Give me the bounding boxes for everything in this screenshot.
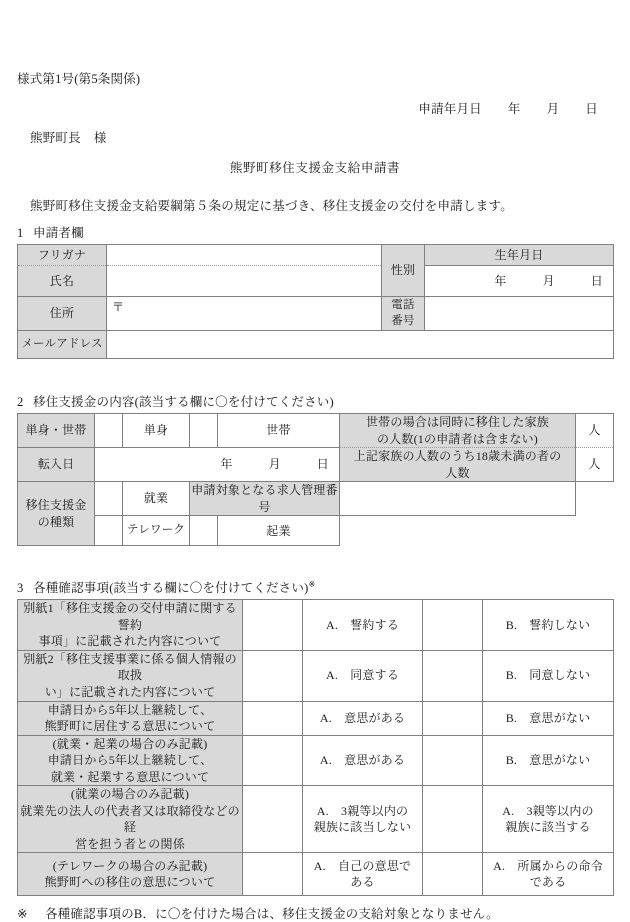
section1-number: 1	[17, 226, 24, 240]
option-a-label	[303, 701, 423, 735]
move-in-day-unit: 日	[316, 457, 329, 472]
checkbox-option-a[interactable]	[243, 786, 303, 853]
table-row	[18, 600, 614, 651]
section2-heading	[17, 392, 613, 410]
option-a-label	[303, 786, 423, 853]
field-furigana[interactable]	[107, 245, 382, 266]
label-furigana: フリガナ	[18, 245, 107, 266]
option-b-label	[483, 735, 614, 786]
table-row-address	[18, 297, 614, 331]
applicant-table	[17, 244, 614, 359]
lead-paragraph: 熊野町移住支援金支給要綱第５条の規定に基づき、移住支援金の交付を申請します。	[30, 199, 514, 213]
document-title: 熊野町移住支援金支給申請書	[229, 161, 401, 175]
table-row-furigana	[18, 245, 614, 266]
label-family-count-line1: 世帯の場合は同時に移住した家族	[365, 415, 549, 429]
support-content-table	[17, 413, 614, 546]
option-b-label-line: B. 意思がない	[505, 753, 591, 768]
field-name[interactable]	[107, 266, 382, 297]
checkbox-option-b[interactable]	[423, 600, 483, 651]
label-support-type-line2: の種類	[37, 514, 75, 529]
checkbox-startup[interactable]	[190, 516, 218, 546]
table-row-name	[18, 266, 614, 297]
confirmation-item-label	[18, 735, 243, 786]
section3-heading-footnote-mark: ※	[308, 580, 316, 590]
move-in-date-units	[95, 456, 339, 473]
footnote	[17, 904, 613, 922]
section2-number: 2	[17, 395, 24, 409]
checkbox-option-b[interactable]	[423, 735, 483, 786]
confirmation-item-label-line: い」に記載された内容について	[44, 685, 216, 700]
application-date-month-unit: 月	[546, 102, 560, 116]
field-email[interactable]	[107, 331, 614, 359]
checkbox-option-a[interactable]	[243, 600, 303, 651]
confirmation-item-label	[18, 701, 243, 735]
field-address[interactable]	[107, 297, 382, 331]
label-employment: 就業	[123, 482, 190, 516]
option-a-label-line: A. 意思がある	[319, 710, 406, 725]
label-startup: 起業	[218, 516, 340, 546]
confirmation-item-label-line: (テレワークの場合のみ記載)	[52, 858, 208, 873]
label-move-in-date: 転入日	[18, 448, 95, 482]
section3-heading	[17, 578, 613, 596]
checkbox-option-a[interactable]	[243, 701, 303, 735]
spacer-cell-top	[576, 482, 614, 516]
option-b-label-line: 親族に該当する	[505, 820, 591, 835]
label-phone-line1: 電話	[391, 298, 415, 311]
postal-code-mark: 〒	[112, 300, 125, 314]
field-job-number[interactable]	[340, 482, 576, 516]
option-b-label-line: A. 3親等以内の	[502, 803, 594, 818]
label-single: 単身	[123, 414, 190, 448]
label-minor-count	[340, 448, 576, 482]
form-code: 様式第1号(第5条関係)	[17, 72, 141, 86]
label-phone	[382, 297, 425, 331]
option-a-label-line: ある	[350, 875, 375, 890]
table-row	[18, 701, 614, 735]
application-date-day-unit: 日	[585, 102, 598, 116]
confirmation-item-label-line: (就業の場合のみ記載)	[70, 787, 190, 802]
option-a-label-line: A. 同意する	[325, 668, 400, 683]
option-a-label-line: A. 3親等以内の	[316, 803, 409, 818]
table-row	[18, 650, 614, 701]
birthdate-month-unit: 月	[542, 273, 555, 288]
confirmation-item-label	[18, 600, 243, 651]
table-row-email	[18, 331, 614, 359]
addressee-line	[30, 128, 613, 146]
option-a-label-line: A. 誓約する	[325, 617, 400, 632]
option-b-label	[483, 786, 614, 853]
section1-heading	[17, 223, 613, 241]
option-a-label-line: 親族に該当しない	[313, 820, 412, 835]
option-b-label-line: B. 誓約しない	[505, 617, 591, 632]
spacer-cell-bottom-1	[340, 516, 576, 546]
table-row	[18, 786, 614, 853]
form-sheet	[17, 0, 613, 922]
confirmation-item-label-line: 事項」に記載された内容について	[38, 634, 222, 649]
option-b-label-line: である	[529, 875, 567, 890]
label-gender: 性別	[382, 245, 425, 297]
move-in-month-unit: 月	[268, 457, 281, 472]
label-phone-line2: 番号	[391, 314, 415, 327]
table-row-movein-date	[18, 448, 614, 482]
option-b-label-line: B. 同意しない	[505, 668, 591, 683]
confirmation-item-label-line: (就業・起業の場合のみ記載)	[52, 736, 208, 751]
field-birthdate[interactable]	[425, 266, 614, 297]
checkbox-option-b[interactable]	[423, 701, 483, 735]
move-in-year-unit: 年	[220, 457, 233, 472]
label-email: メールアドレス	[18, 331, 107, 359]
table-row-support-type-telework-startup	[18, 516, 614, 546]
confirmation-items-table	[17, 599, 614, 896]
checkbox-option-b[interactable]	[423, 786, 483, 853]
label-name: 氏名	[18, 266, 107, 297]
section2-heading-text: 移住支援金の内容(該当する欄に〇を付けてください)	[33, 395, 334, 409]
field-minor-count[interactable]	[576, 448, 614, 482]
application-date-label: 申請年月日	[418, 102, 482, 116]
label-family-count-line2: の人数(1の申請者は含まない)	[377, 431, 538, 446]
addressee-honorific: 様	[93, 131, 107, 145]
confirmation-item-label	[18, 650, 243, 701]
option-b-label	[483, 650, 614, 701]
checkbox-option-b[interactable]	[423, 853, 483, 896]
label-single-or-household: 単身・世帯	[18, 414, 95, 448]
section3-number: 3	[17, 581, 24, 596]
option-a-label	[303, 650, 423, 701]
minor-count-unit: 人	[588, 457, 601, 472]
table-row	[18, 853, 614, 896]
confirmation-item-label-line: 就業・起業する意思について	[50, 769, 210, 784]
footnote-mark: ※	[17, 907, 28, 922]
confirmation-item-label-line: 熊野町に居住する意思について	[44, 719, 216, 734]
label-support-type-line1: 移住支援金	[25, 498, 87, 513]
footnote-text: 各種確認事項のB．に〇を付けた場合は、移住支援金の支給対象となりません。	[45, 907, 499, 922]
label-support-type	[18, 482, 95, 546]
label-minor-count-line1: 上記家族の人数のうち18歳未満の者の	[353, 449, 562, 464]
table-row	[18, 735, 614, 786]
checkbox-option-a[interactable]	[243, 650, 303, 701]
birthdate-day-unit: 日	[590, 273, 603, 288]
spacer-cell-bottom-2	[576, 516, 614, 546]
field-move-in-date[interactable]	[95, 448, 340, 482]
label-household: 世帯	[218, 414, 340, 448]
option-b-label	[483, 853, 614, 896]
table-row-single-household	[18, 414, 614, 448]
checkbox-telework[interactable]	[95, 516, 123, 546]
confirmation-item-label-line: 申請日から5年以上継続して、	[47, 702, 213, 717]
application-date-year-unit: 年	[507, 102, 521, 116]
section1-heading-text: 申請者欄	[33, 226, 84, 240]
confirmation-item-label-line: 営を担う者との関係	[75, 836, 185, 851]
birthdate-units	[425, 273, 613, 290]
label-address: 住所	[18, 297, 107, 331]
birthdate-year-unit: 年	[494, 273, 507, 288]
confirmation-item-label-line: 別紙1「移住支援金の交付申請に関する誓約	[23, 601, 237, 632]
option-b-label	[483, 600, 614, 651]
option-a-label	[303, 600, 423, 651]
label-family-count	[340, 414, 576, 448]
family-count-unit: 人	[588, 423, 601, 438]
option-a-label-line: A. 自己の意思で	[313, 858, 412, 873]
label-birthdate: 生年月日	[425, 245, 614, 266]
addressee-name: 熊野町長	[30, 131, 81, 145]
option-b-label-line: B. 意思がない	[505, 710, 591, 725]
confirmation-item-label	[18, 853, 243, 896]
checkbox-employment[interactable]	[95, 482, 123, 516]
section3-heading-text: 各種確認事項(該当する欄に〇を付けてください)	[33, 581, 309, 596]
option-a-label-line: A. 意思がある	[319, 753, 406, 768]
label-job-number: 申請対象となる求人管理番号	[190, 482, 340, 516]
confirmation-item-label	[18, 786, 243, 853]
label-telework: テレワーク	[123, 516, 190, 546]
checkbox-household[interactable]	[190, 414, 218, 448]
field-family-count[interactable]	[576, 414, 614, 448]
option-b-label	[483, 701, 614, 735]
field-phone[interactable]	[425, 297, 614, 331]
confirmation-item-label-line: 申請日から5年以上継続して、	[47, 753, 213, 768]
checkbox-option-a[interactable]	[243, 735, 303, 786]
confirmation-item-label-line: 就業先の法人の代表者又は取締役などの経	[20, 803, 240, 835]
table-row-support-type-employment	[18, 482, 614, 516]
option-a-label	[303, 735, 423, 786]
option-b-label-line: A. 所属からの命令	[493, 858, 603, 873]
confirmation-item-label-line: 別紙2「移住支援事業に係る個人情報の取扱	[23, 651, 237, 683]
option-a-label	[303, 853, 423, 896]
checkbox-option-a[interactable]	[243, 853, 303, 896]
label-minor-count-line2: 人数	[445, 465, 470, 480]
application-date-line	[17, 99, 613, 117]
checkbox-option-b[interactable]	[423, 650, 483, 701]
confirmation-item-label-line: 熊野町への移住の意思について	[44, 875, 216, 890]
checkbox-single[interactable]	[95, 414, 123, 448]
